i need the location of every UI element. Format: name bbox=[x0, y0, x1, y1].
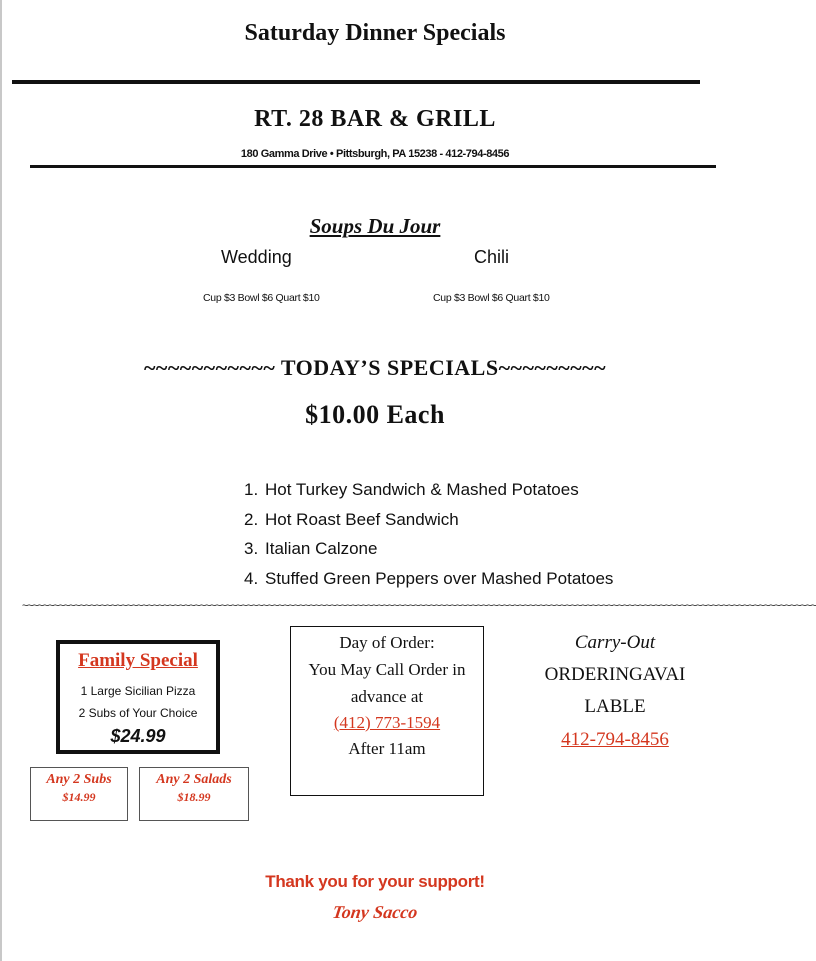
list-item bbox=[244, 508, 613, 538]
soups-heading: Soups Du Jour bbox=[309, 214, 441, 238]
list-item bbox=[244, 567, 613, 597]
family-special-price: $24.99 bbox=[110, 726, 166, 746]
tilde-divider: ~~~~~~~~~~~~~~~~~~~~~~~~~~~~~~~~~~~~~~~~~~~~~~~~~~~~~~~~~~~~~~~~~~~~~~~~~~~~~~~~~~~~~~~~~~~~~~~~~~~~~~~~~~~~~~~~~~~~~~~~~~~~~~~~~~~~~~~~~~~~~~~~~~~~~~~~ bbox=[22, 600, 816, 612]
list-item-text: Stuffed Green Peppers over Mashed Potatoes bbox=[265, 568, 614, 588]
carry-out-line: ORDERINGAVAI bbox=[544, 664, 686, 685]
order-line: advance at bbox=[350, 687, 424, 706]
page-left-edge bbox=[0, 0, 2, 961]
combo-box-subs bbox=[30, 767, 128, 821]
carry-out-phone-link[interactable]: 412-794-8456 bbox=[561, 729, 669, 750]
order-line: After 11am bbox=[348, 739, 426, 758]
list-item-number: 4. bbox=[244, 568, 259, 588]
header-divider bbox=[30, 165, 716, 168]
order-phone-link[interactable]: (412) 773-1594 bbox=[333, 713, 441, 732]
thanks-message: Thank you for your support! bbox=[265, 872, 485, 891]
list-item bbox=[244, 537, 613, 567]
soup-name-chili: Chili bbox=[474, 247, 510, 267]
day-of-order-box bbox=[290, 626, 484, 796]
list-item-text: Hot Turkey Sandwich & Mashed Potatoes bbox=[265, 480, 579, 499]
family-special-line-pizza: 1 Large Sicilian Pizza bbox=[80, 684, 196, 698]
list-item bbox=[244, 478, 613, 508]
list-item-number: 1. bbox=[244, 480, 259, 499]
order-line: Day of Order: bbox=[339, 633, 435, 652]
carry-out-line: LABLE bbox=[584, 696, 646, 717]
page-title: Saturday Dinner Specials bbox=[244, 20, 506, 46]
list-item-number: 2. bbox=[244, 509, 259, 529]
list-item-text: Italian Calzone bbox=[265, 539, 378, 558]
specials-price: $10.00 Each bbox=[305, 400, 445, 429]
family-special-box bbox=[56, 640, 220, 754]
restaurant-name: RT. 28 BAR & GRILL bbox=[254, 106, 496, 132]
todays-specials-heading: ~~~~~~~~~~~ TODAY’S SPECIALS~~~~~~~~~ bbox=[143, 355, 607, 380]
list-item-number: 3. bbox=[244, 539, 259, 558]
specials-list bbox=[244, 478, 613, 596]
combo-title: Any 2 Salads bbox=[156, 772, 232, 787]
combo-price: $14.99 bbox=[62, 790, 96, 804]
combo-box-salads bbox=[139, 767, 249, 821]
soup-price-wedding: Cup $3 Bowl $6 Quart $10 bbox=[203, 292, 320, 304]
list-item-text: Hot Roast Beef Sandwich bbox=[265, 509, 459, 529]
family-special-line-subs: 2 Subs of Your Choice bbox=[78, 706, 198, 720]
soup-price-chili: Cup $3 Bowl $6 Quart $10 bbox=[433, 292, 550, 304]
soup-name-wedding: Wedding bbox=[221, 247, 292, 267]
signature: Tony Sacco bbox=[331, 902, 419, 922]
order-line: You May Call Order in bbox=[308, 660, 466, 679]
combo-price: $18.99 bbox=[177, 790, 211, 804]
family-special-title: Family Special bbox=[78, 650, 198, 671]
restaurant-address: 180 Gamma Drive • Pittsburgh, PA 15238 - 412-794-8456 bbox=[240, 148, 510, 160]
carry-out-title: Carry-Out bbox=[574, 632, 656, 653]
title-divider bbox=[12, 80, 700, 84]
combo-title: Any 2 Subs bbox=[46, 772, 112, 787]
